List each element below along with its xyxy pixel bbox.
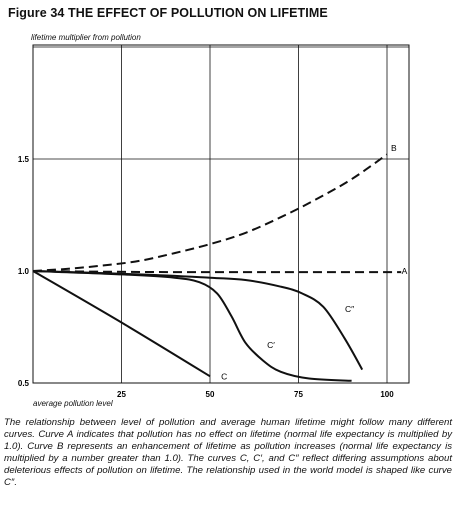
series-line-C″ [33, 271, 362, 370]
series-label-C″: C″ [344, 304, 355, 315]
series-group [33, 155, 401, 381]
gridlines [33, 45, 409, 383]
figure-caption: The relationship between level of pollution and average human lifetime might follow many different curves. Curve A indicates that pollution has no effect on lifetime (normal life expectancy is multiplied by 1.0). Curve B represents an enhancement of lifetime as pollution increases (normal life expectancy is multiplied by a number greater than 1.0). The curves C, C′, and C″ reflect differing assumptions about deleterious effects of pollution on lifetime. The relationship used in the world model is shaped like curve C″. [4, 417, 452, 488]
series-label-B: B [391, 142, 397, 153]
x-tick-label-100: 100 [380, 390, 394, 399]
series-label-C: C [221, 371, 228, 382]
plot-frame [33, 45, 409, 383]
x-axis-label: average pollution level [33, 399, 113, 408]
y-tick-label-0.5: 0.5 [17, 379, 29, 388]
x-tick-label-25: 25 [117, 390, 126, 399]
y-tick-label-1.0: 1.0 [17, 267, 29, 276]
series-label-C′: C′ [267, 339, 275, 350]
x-tick-label-50: 50 [205, 390, 215, 399]
x-tick-label-75: 75 [294, 390, 303, 399]
figure-title: Figure 34 THE EFFECT OF POLLUTION ON LIFETIME [8, 6, 328, 20]
y-tick-label-1.5: 1.5 [17, 155, 29, 164]
series-label-A: A [401, 266, 408, 276]
y-axis-label: lifetime multiplier from pollution [31, 33, 141, 42]
